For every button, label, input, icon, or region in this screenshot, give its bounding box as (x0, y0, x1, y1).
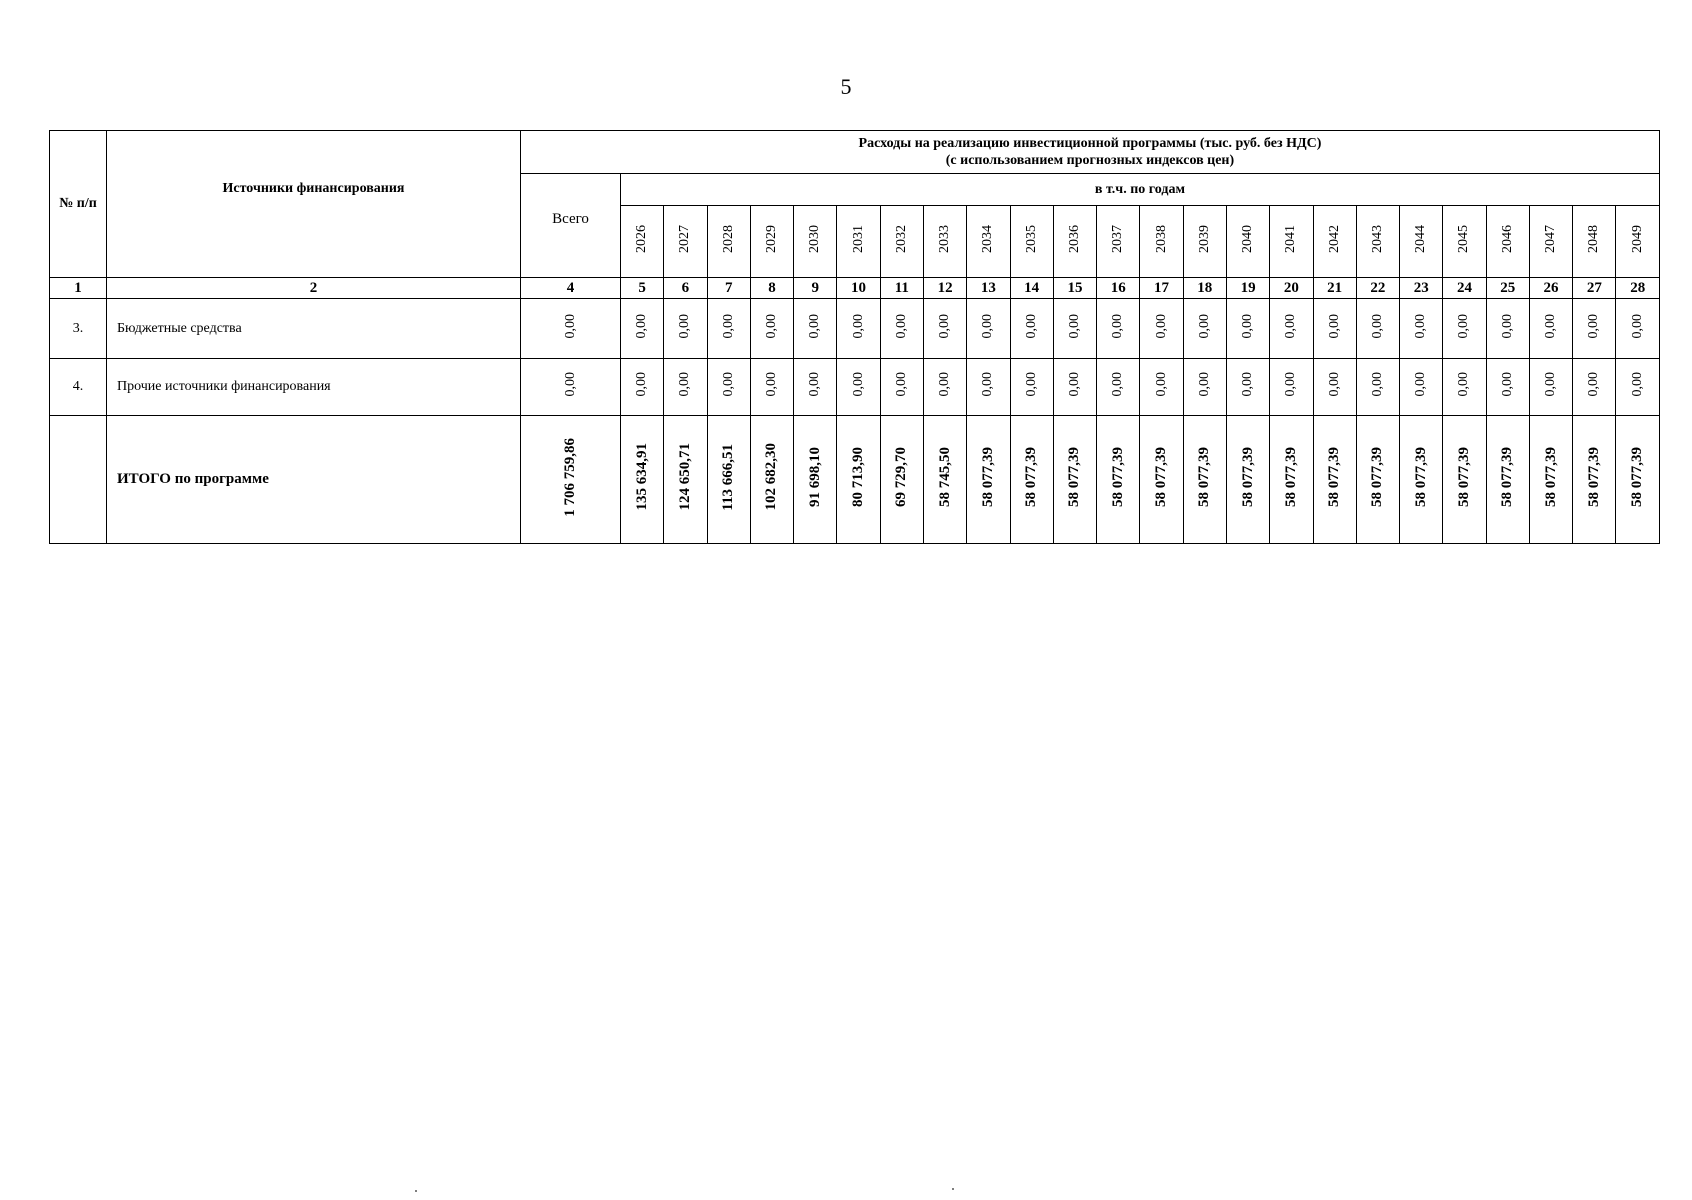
year-header (1529, 206, 1572, 278)
year-value: 0,00 (1629, 313, 1645, 339)
column-index-cell: 1 (50, 278, 107, 299)
year-value-cell (1183, 299, 1226, 359)
year-value: 0,00 (1023, 372, 1039, 397)
year-value-cell (1097, 416, 1140, 544)
year-value: 0,00 (980, 313, 996, 339)
year-value-cell (880, 299, 923, 359)
year-value: 0,00 (937, 313, 953, 339)
year-value: 0,00 (1240, 313, 1256, 339)
year-value-cell (1356, 359, 1399, 416)
year-value-cell (1529, 359, 1572, 416)
column-index-cell: 14 (1010, 278, 1053, 299)
column-index-cell: 22 (1356, 278, 1399, 299)
year-value: 0,00 (763, 372, 779, 397)
year-value-cell (1313, 299, 1356, 359)
row-total-value: 1 706 759,86 (562, 437, 578, 517)
year-value: 0,00 (677, 372, 693, 397)
year-label: 2036 (1066, 225, 1082, 253)
column-index-cell: 4 (521, 278, 621, 299)
year-header (794, 206, 837, 278)
year-value-cell (664, 359, 707, 416)
year-value: 0,00 (1413, 313, 1429, 339)
row-number (50, 416, 107, 544)
year-label: 2031 (850, 225, 866, 253)
year-value: 58 077,39 (1109, 447, 1126, 507)
year-label: 2048 (1586, 225, 1602, 253)
year-value: 135 634,91 (633, 443, 650, 511)
year-value-cell (1140, 299, 1183, 359)
year-value-cell (750, 359, 793, 416)
year-value-cell (1183, 416, 1226, 544)
year-value: 0,00 (1456, 372, 1472, 397)
year-value: 69 729,70 (893, 447, 910, 507)
year-value-cell (794, 299, 837, 359)
year-value: 0,00 (1413, 372, 1429, 397)
year-value-cell (1486, 299, 1529, 359)
year-label: 2044 (1413, 225, 1429, 253)
year-value: 0,00 (1586, 313, 1602, 339)
year-value-cell (664, 416, 707, 544)
expenses-title: Расходы на реализацию инвестиционной программы (тыс. руб. без НДС) (858, 136, 1322, 151)
year-header (1183, 206, 1226, 278)
year-value: 58 077,39 (1239, 447, 1256, 507)
year-value-cell (1616, 359, 1659, 416)
year-value: 0,00 (1369, 372, 1385, 397)
year-value: 0,00 (1066, 372, 1082, 397)
year-value-cell (1400, 359, 1443, 416)
year-value-cell (1486, 416, 1529, 544)
year-value-cell (1356, 416, 1399, 544)
column-index-cell: 5 (621, 278, 664, 299)
year-value: 58 077,39 (1326, 447, 1343, 507)
year-value-cell (707, 299, 750, 359)
year-value: 58 745,50 (936, 447, 953, 507)
year-value: 58 077,39 (1629, 447, 1646, 507)
year-value: 58 077,39 (1369, 447, 1386, 507)
year-value: 0,00 (893, 313, 909, 339)
year-label: 2041 (1283, 225, 1299, 253)
year-value-cell (923, 299, 966, 359)
column-index-cell: 13 (967, 278, 1010, 299)
year-value-cell (1097, 359, 1140, 416)
year-header (1400, 206, 1443, 278)
column-index-cell: 8 (750, 278, 793, 299)
year-value-cell (967, 359, 1010, 416)
year-label: 2037 (1110, 225, 1126, 253)
year-label: 2027 (677, 225, 693, 253)
year-value: 58 077,39 (1585, 447, 1602, 507)
column-index-cell: 16 (1097, 278, 1140, 299)
year-value: 0,00 (893, 372, 909, 397)
col-no-header: № п/п (50, 131, 107, 278)
year-value: 58 077,39 (1412, 447, 1429, 507)
column-index-cell: 11 (880, 278, 923, 299)
year-value-cell (1400, 299, 1443, 359)
year-value-cell (967, 416, 1010, 544)
year-header (1573, 206, 1616, 278)
year-label: 2040 (1240, 225, 1256, 253)
year-header (707, 206, 750, 278)
row-total (521, 416, 621, 544)
column-index-cell: 12 (923, 278, 966, 299)
year-header (750, 206, 793, 278)
year-header (923, 206, 966, 278)
year-value-cell (1183, 359, 1226, 416)
year-value-cell (1529, 299, 1572, 359)
year-value: 0,00 (1196, 372, 1212, 397)
column-index-cell: 23 (1400, 278, 1443, 299)
year-value-cell (1573, 416, 1616, 544)
year-value: 0,00 (807, 313, 823, 339)
year-value-cell (621, 359, 664, 416)
year-value: 91 698,10 (806, 447, 823, 507)
year-header (664, 206, 707, 278)
year-value: 0,00 (720, 313, 736, 339)
table-row (50, 299, 1660, 359)
year-value-cell (1140, 359, 1183, 416)
year-header (1616, 206, 1659, 278)
year-value: 58 077,39 (1023, 447, 1040, 507)
year-label: 2029 (763, 225, 779, 253)
year-value-cell (1356, 299, 1399, 359)
year-label: 2046 (1499, 225, 1515, 253)
year-value: 58 077,39 (1542, 447, 1559, 507)
year-header (1313, 206, 1356, 278)
year-value: 0,00 (937, 372, 953, 397)
year-value-cell (837, 299, 880, 359)
year-value: 58 077,39 (1282, 447, 1299, 507)
year-value-cell (1140, 416, 1183, 544)
year-value: 0,00 (1543, 372, 1559, 397)
year-header (1356, 206, 1399, 278)
year-value: 113 666,51 (720, 443, 737, 511)
year-header (1053, 206, 1096, 278)
column-index-cell: 10 (837, 278, 880, 299)
year-value: 0,00 (1326, 372, 1342, 397)
year-label: 2039 (1196, 225, 1212, 253)
year-value-cell (1270, 359, 1313, 416)
year-value: 0,00 (1153, 372, 1169, 397)
year-label: 2049 (1629, 225, 1645, 253)
year-value-cell (967, 299, 1010, 359)
year-value: 0,00 (850, 372, 866, 397)
expenses-header (521, 131, 1660, 174)
year-value-cell (794, 416, 837, 544)
year-value-cell (1313, 359, 1356, 416)
year-value: 0,00 (1456, 313, 1472, 339)
year-value: 0,00 (1543, 313, 1559, 339)
year-header (1140, 206, 1183, 278)
year-value: 58 077,39 (1153, 447, 1170, 507)
column-index-cell: 17 (1140, 278, 1183, 299)
column-index-cell: 21 (1313, 278, 1356, 299)
column-index-cell: 20 (1270, 278, 1313, 299)
year-value-cell (1270, 416, 1313, 544)
year-value: 0,00 (1586, 372, 1602, 397)
year-value: 0,00 (1283, 313, 1299, 339)
column-index-cell: 18 (1183, 278, 1226, 299)
year-label: 2035 (1023, 225, 1039, 253)
year-value: 0,00 (1023, 313, 1039, 339)
year-value: 58 077,39 (979, 447, 996, 507)
column-index-cell: 2 (107, 278, 521, 299)
table-row (50, 359, 1660, 416)
row-total (521, 299, 621, 359)
year-value-cell (880, 359, 923, 416)
year-value: 0,00 (634, 372, 650, 397)
year-header (1270, 206, 1313, 278)
total-header: Всего (521, 174, 621, 278)
year-header (1010, 206, 1053, 278)
year-value-cell (1053, 359, 1096, 416)
year-value: 0,00 (980, 372, 996, 397)
year-value: 0,00 (1499, 372, 1515, 397)
column-index-cell: 15 (1053, 278, 1096, 299)
year-value-cell (837, 359, 880, 416)
year-value-cell (707, 416, 750, 544)
year-value-cell (1226, 359, 1269, 416)
year-value-cell (1226, 416, 1269, 544)
year-header (1226, 206, 1269, 278)
year-header (621, 206, 664, 278)
year-value-cell (880, 416, 923, 544)
year-value: 0,00 (763, 313, 779, 339)
year-value-cell (1097, 299, 1140, 359)
column-index-cell: 7 (707, 278, 750, 299)
year-value: 0,00 (850, 313, 866, 339)
year-label: 2043 (1369, 225, 1385, 253)
year-value: 0,00 (1110, 372, 1126, 397)
column-index-cell: 27 (1573, 278, 1616, 299)
year-value-cell (707, 359, 750, 416)
year-value: 80 713,90 (850, 447, 867, 507)
year-value-cell (1573, 299, 1616, 359)
year-header (880, 206, 923, 278)
row-source: Бюджетные средства (107, 299, 521, 359)
year-value: 0,00 (1240, 372, 1256, 397)
year-value-cell (1443, 359, 1486, 416)
row-number: 3. (50, 299, 107, 359)
col-source-header: Источники финансирования (107, 131, 521, 278)
year-value: 0,00 (634, 313, 650, 339)
year-value: 0,00 (1153, 313, 1169, 339)
year-value-cell (1010, 416, 1053, 544)
year-header (1486, 206, 1529, 278)
year-value-cell (1053, 299, 1096, 359)
year-header (1443, 206, 1486, 278)
column-index-cell: 26 (1529, 278, 1572, 299)
row-total (521, 359, 621, 416)
year-value-cell (1226, 299, 1269, 359)
year-value: 0,00 (720, 372, 736, 397)
year-value-cell (750, 416, 793, 544)
year-value: 0,00 (1196, 313, 1212, 339)
year-value-cell (1616, 416, 1659, 544)
year-value-cell (621, 299, 664, 359)
year-value: 0,00 (677, 313, 693, 339)
year-header (837, 206, 880, 278)
year-value-cell (794, 359, 837, 416)
column-index-cell: 24 (1443, 278, 1486, 299)
column-index-cell: 6 (664, 278, 707, 299)
scan-speck (415, 1190, 417, 1192)
scan-speck (952, 1188, 954, 1190)
year-value: 58 077,39 (1196, 447, 1213, 507)
year-value-cell (1053, 416, 1096, 544)
year-value-cell (1573, 359, 1616, 416)
year-label: 2034 (980, 225, 996, 253)
year-value: 0,00 (1110, 313, 1126, 339)
year-value-cell (621, 416, 664, 544)
column-index-cell: 25 (1486, 278, 1529, 299)
expenses-subtitle: (с использованием прогнозных индексов цен) (945, 153, 1235, 168)
year-value-cell (1616, 299, 1659, 359)
year-label: 2038 (1153, 225, 1169, 253)
year-value-cell (1010, 359, 1053, 416)
year-value: 0,00 (1499, 313, 1515, 339)
year-label: 2028 (720, 225, 736, 253)
year-header (967, 206, 1010, 278)
year-value-cell (923, 359, 966, 416)
year-label: 2032 (893, 225, 909, 253)
page-number: 5 (840, 74, 852, 99)
year-value: 58 077,39 (1499, 447, 1516, 507)
year-value: 0,00 (1283, 372, 1299, 397)
year-label: 2045 (1456, 225, 1472, 253)
year-value-cell (1443, 299, 1486, 359)
by-years-header: в т.ч. по годам (621, 174, 1660, 206)
row-number: 4. (50, 359, 107, 416)
year-value-cell (1443, 416, 1486, 544)
year-value-cell (1529, 416, 1572, 544)
year-header (1097, 206, 1140, 278)
year-value-cell (1010, 299, 1053, 359)
year-value: 0,00 (1629, 372, 1645, 397)
column-index-cell: 9 (794, 278, 837, 299)
column-index-cell: 19 (1226, 278, 1269, 299)
year-value-cell (750, 299, 793, 359)
year-value-cell (1270, 299, 1313, 359)
column-index-cell: 28 (1616, 278, 1659, 299)
year-value: 0,00 (1369, 313, 1385, 339)
year-value-cell (1313, 416, 1356, 544)
year-value: 124 650,71 (676, 443, 693, 511)
year-value: 102 682,30 (763, 443, 780, 511)
year-value: 0,00 (1066, 313, 1082, 339)
year-value-cell (837, 416, 880, 544)
year-value: 0,00 (807, 372, 823, 397)
financing-table (49, 130, 1660, 544)
year-value: 58 077,39 (1455, 447, 1472, 507)
year-value-cell (664, 299, 707, 359)
year-value-cell (1400, 416, 1443, 544)
row-source: Прочие источники финансирования (107, 359, 521, 416)
year-label: 2030 (807, 225, 823, 253)
table-row (50, 416, 1660, 544)
row-total-value: 0,00 (562, 372, 578, 397)
year-value: 0,00 (1326, 313, 1342, 339)
year-label: 2033 (937, 225, 953, 253)
year-label: 2042 (1326, 225, 1342, 253)
year-value-cell (1486, 359, 1529, 416)
year-label: 2047 (1543, 225, 1559, 253)
row-source: ИТОГО по программе (107, 416, 521, 544)
year-value-cell (923, 416, 966, 544)
year-value: 58 077,39 (1066, 447, 1083, 507)
row-total-value: 0,00 (562, 313, 578, 339)
year-label: 2026 (634, 225, 650, 253)
